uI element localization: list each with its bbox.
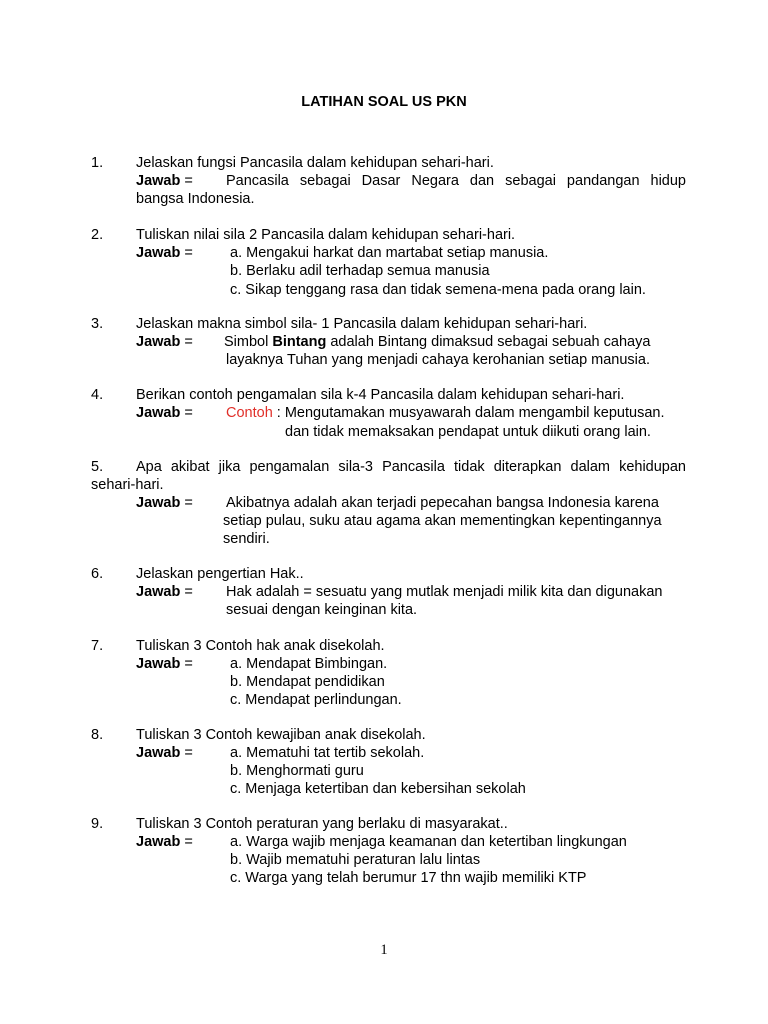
q5-jawab: Jawab =: [136, 495, 193, 511]
q5-answer-line1: Akibatnya adalah akan terjadi pepecahan bangsa Indonesia karena: [226, 495, 659, 511]
q4-answer-line1: Contoh : Mengutamakan musyawarah dalam mengambil keputusan.: [226, 405, 665, 421]
q2-number: 2.: [91, 227, 104, 243]
q9-item-b: b. Wajib mematuhi peraturan lalu lintas: [230, 852, 481, 868]
q6-jawab: Jawab =: [136, 584, 193, 600]
q7-question: Tuliskan 3 Contoh hak anak disekolah.: [136, 638, 385, 654]
q1-number: 1.: [91, 155, 104, 171]
q5-answer-line3: sendiri.: [223, 531, 270, 547]
q9-question: Tuliskan 3 Contoh peraturan yang berlaku di masyarakat..: [136, 816, 508, 832]
q1-jawab: Jawab =: [136, 173, 193, 189]
q5-question-line1: Apa akibat jika pengamalan sila-3 Pancasila tidak diterapkan dalam kehidupan: [136, 459, 686, 475]
q9-item-a: a. Warga wajib menjaga keamanan dan ketertiban lingkungan: [230, 834, 627, 850]
q7-item-c: c. Mendapat perlindungan.: [230, 692, 402, 708]
page-number: 1: [380, 942, 388, 958]
q5-number: 5.: [91, 459, 104, 475]
q8-item-b: b. Menghormati guru: [230, 763, 364, 779]
q3-answer-line1: Simbol Bintang adalah Bintang dimaksud sebagai sebuah cahaya: [224, 334, 651, 350]
q5-answer-line2: setiap pulau, suku atau agama akan mementingkan kepentingannya: [223, 513, 662, 529]
q7-item-b: b. Mendapat pendidikan: [230, 674, 385, 690]
q7-jawab: Jawab =: [136, 656, 193, 672]
q8-item-c: c. Menjaga ketertiban dan kebersihan sekolah: [230, 781, 526, 797]
q1-answer-line1: Pancasila sebagai Dasar Negara dan sebagai pandangan hidup: [226, 173, 686, 189]
q2-jawab: Jawab =: [136, 245, 193, 261]
q1-answer-line2: bangsa Indonesia.: [136, 191, 255, 207]
q1-question: Jelaskan fungsi Pancasila dalam kehidupan sehari-hari.: [136, 155, 494, 171]
q6-question: Jelaskan pengertian Hak..: [136, 566, 304, 582]
q4-number: 4.: [91, 387, 104, 403]
q5-question-line2: sehari-hari.: [91, 477, 164, 493]
q8-question: Tuliskan 3 Contoh kewajiban anak disekolah.: [136, 727, 426, 743]
q9-number: 9.: [91, 816, 104, 832]
q4-question: Berikan contoh pengamalan sila k-4 Pancasila dalam kehidupan sehari-hari.: [136, 387, 625, 403]
q3-jawab: Jawab =: [136, 334, 193, 350]
q3-answer-line2: layaknya Tuhan yang menjadi cahaya kerohanian setiap manusia.: [226, 352, 650, 368]
q9-jawab: Jawab =: [136, 834, 193, 850]
q3-number: 3.: [91, 316, 104, 332]
q4-jawab: Jawab =: [136, 405, 193, 421]
q6-answer-line1: Hak adalah = sesuatu yang mutlak menjadi milik kita dan digunakan: [226, 584, 663, 600]
q2-item-c: c. Sikap tenggang rasa dan tidak semena-mena pada orang lain.: [230, 282, 646, 298]
q3-question: Jelaskan makna simbol sila- 1 Pancasila dalam kehidupan sehari-hari.: [136, 316, 588, 332]
q2-item-b: b. Berlaku adil terhadap semua manusia: [230, 263, 490, 279]
q8-item-a: a. Mematuhi tat tertib sekolah.: [230, 745, 425, 761]
q4-answer-line2: dan tidak memaksakan pendapat untuk diikuti orang lain.: [285, 424, 651, 440]
q7-item-a: a. Mendapat Bimbingan.: [230, 656, 388, 672]
q9-item-c: c. Warga yang telah berumur 17 thn wajib memiliki KTP: [230, 870, 587, 886]
page-title: LATIHAN SOAL US PKN: [301, 94, 467, 110]
q8-number: 8.: [91, 727, 104, 743]
q7-number: 7.: [91, 638, 104, 654]
q8-jawab: Jawab =: [136, 745, 193, 761]
q2-question: Tuliskan nilai sila 2 Pancasila dalam kehidupan sehari-hari.: [136, 227, 516, 243]
contoh-label: Contoh: [226, 405, 273, 421]
q6-number: 6.: [91, 566, 104, 582]
q6-answer-line2: sesuai dengan keinginan kita.: [226, 602, 418, 618]
q2-item-a: a. Mengakui harkat dan martabat setiap manusia.: [230, 245, 549, 261]
